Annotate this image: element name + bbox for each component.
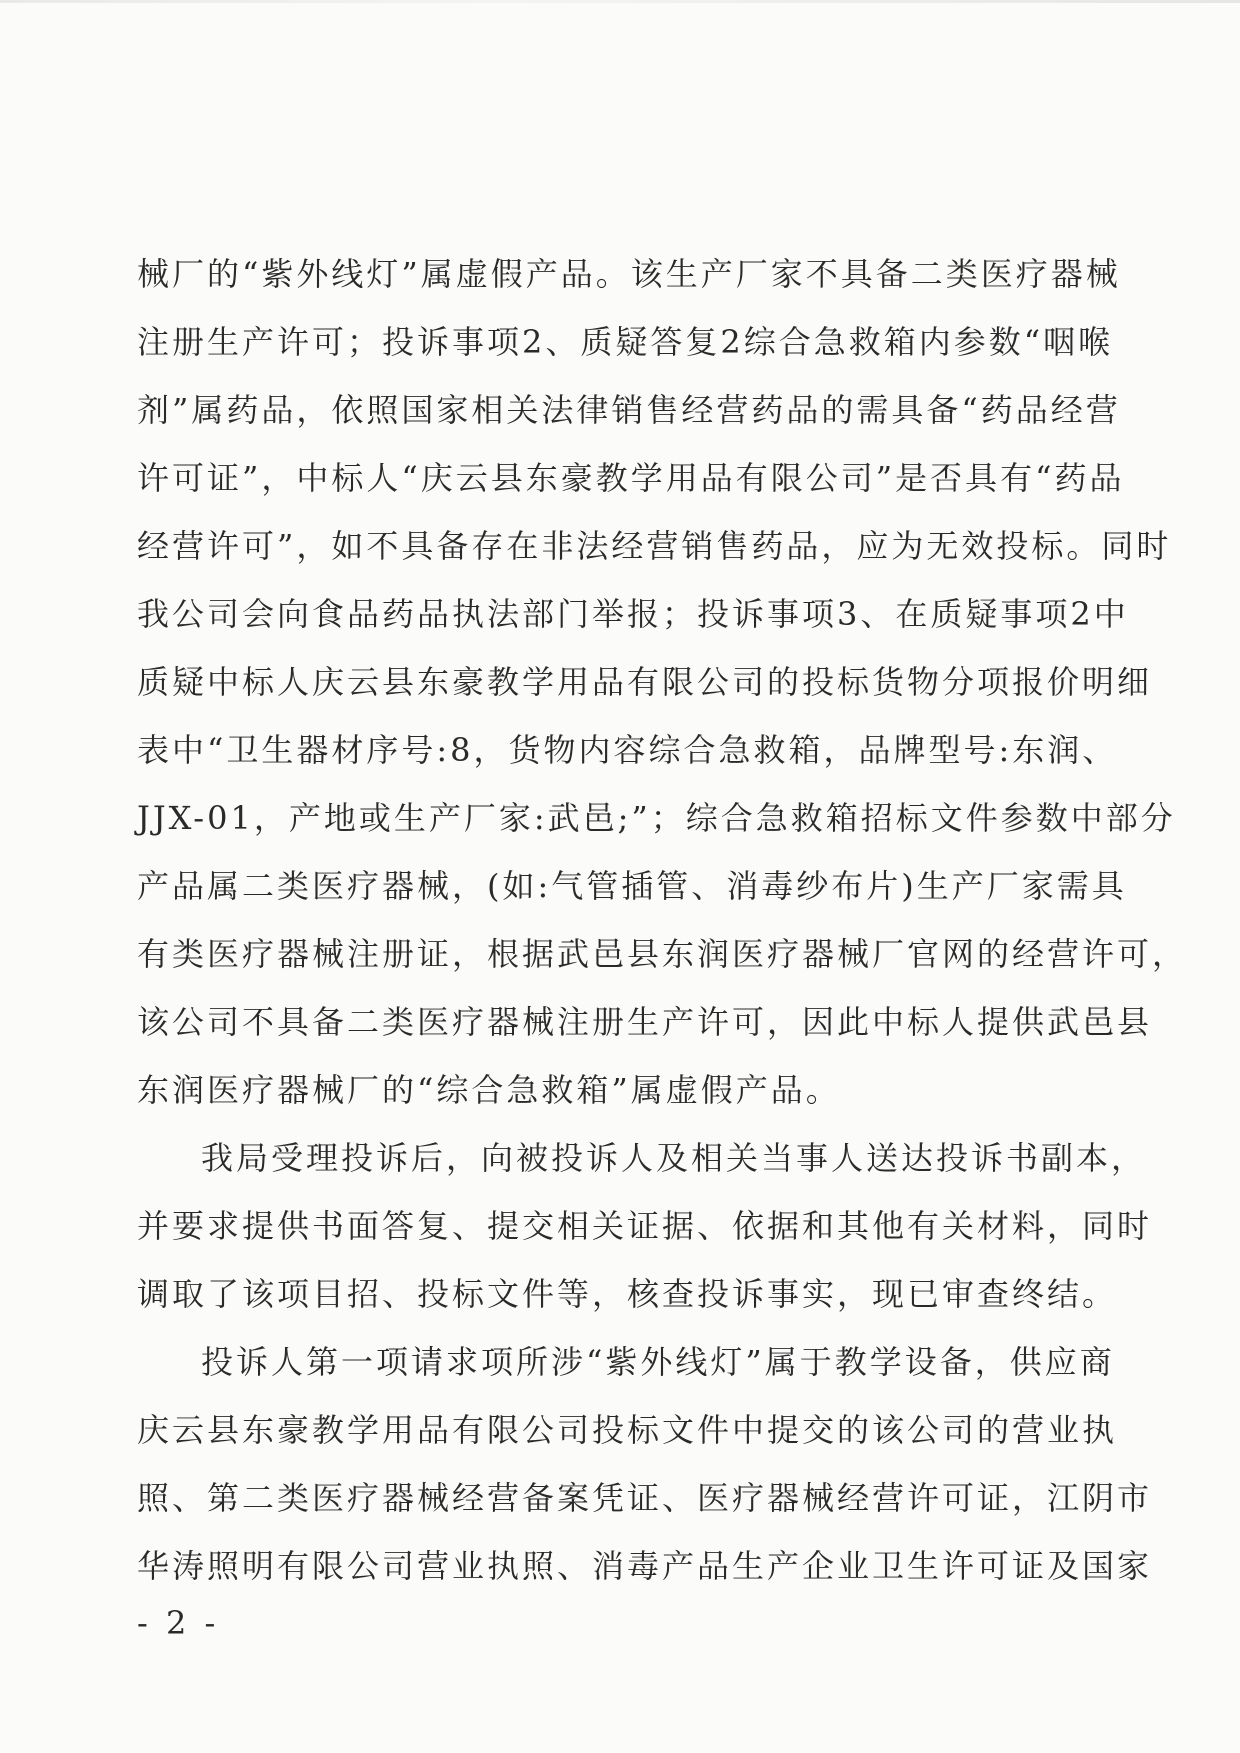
- text-line: 调取了该项目招、投标文件等，核查投诉事实，现已审查终结。: [137, 1275, 1118, 1313]
- text-line: 东润医疗器械厂的“综合急救箱”属虚假产品。: [137, 1071, 841, 1109]
- text-line: 许可证”，中标人“庆云县东豪教学用品有限公司”是否具有“药品: [137, 459, 1125, 497]
- text-line: 产品属二类医疗器械，(如:气管插管、消毒纱布片)生产厂家需具: [137, 867, 1127, 905]
- text-line: JJX-01，产地或生产厂家:武邑;”；综合急救箱招标文件参数中部分: [137, 799, 1176, 837]
- text-line: 并要求提供书面答复、提交相关证据、依据和其他有关材料，同时: [137, 1207, 1153, 1245]
- page-number: - 2 -: [137, 1604, 220, 1642]
- text-line: 质疑中标人庆云县东豪教学用品有限公司的投标货物分项报价明细: [137, 663, 1153, 701]
- text-line: 注册生产许可；投诉事项2、质疑答复2综合急救箱内参数“咽喉: [137, 323, 1114, 361]
- paragraph-1: [137, 240, 1188, 1124]
- text-line: 照、第二类医疗器械经营备案凭证、医疗器械经营许可证，江阴市: [137, 1479, 1153, 1517]
- text-line: 我公司会向食品药品执法部门举报；投诉事项3、在质疑事项2中: [137, 595, 1129, 633]
- document-body: [137, 240, 1188, 1600]
- text-line: 该公司不具备二类医疗器械注册生产许可，因此中标人提供武邑县: [137, 1003, 1153, 1041]
- text-line: 械厂的“紫外线灯”属虚假产品。该生产厂家不具备二类医疗器械: [137, 255, 1121, 293]
- text-line: 表中“卫生器材序号:8，货物内容综合急救箱，品牌型号:东润、: [137, 731, 1118, 769]
- text-line: 华涛照明有限公司营业执照、消毒产品生产企业卫生许可证及国家: [137, 1547, 1153, 1585]
- text-line: 剂”属药品，依照国家相关法律销售经营药品的需具备“药品经营: [137, 391, 1121, 429]
- scan-top-edge: [0, 0, 1240, 3]
- text-line: 投诉人第一项请求项所涉“紫外线灯”属于教学设备，供应商: [201, 1343, 1115, 1381]
- paragraph-3: [137, 1328, 1153, 1600]
- text-line: 我局受理投诉后，向被投诉人及相关当事人送达投诉书副本，: [201, 1139, 1147, 1177]
- text-line: 有类医疗器械注册证，根据武邑县东润医疗器械厂官网的经营许可，: [137, 935, 1188, 973]
- paragraph-2: [137, 1124, 1153, 1328]
- text-line: 庆云县东豪教学用品有限公司投标文件中提交的该公司的营业执: [137, 1411, 1118, 1449]
- text-line: 经营许可”，如不具备存在非法经营销售药品，应为无效投标。同时: [137, 527, 1172, 565]
